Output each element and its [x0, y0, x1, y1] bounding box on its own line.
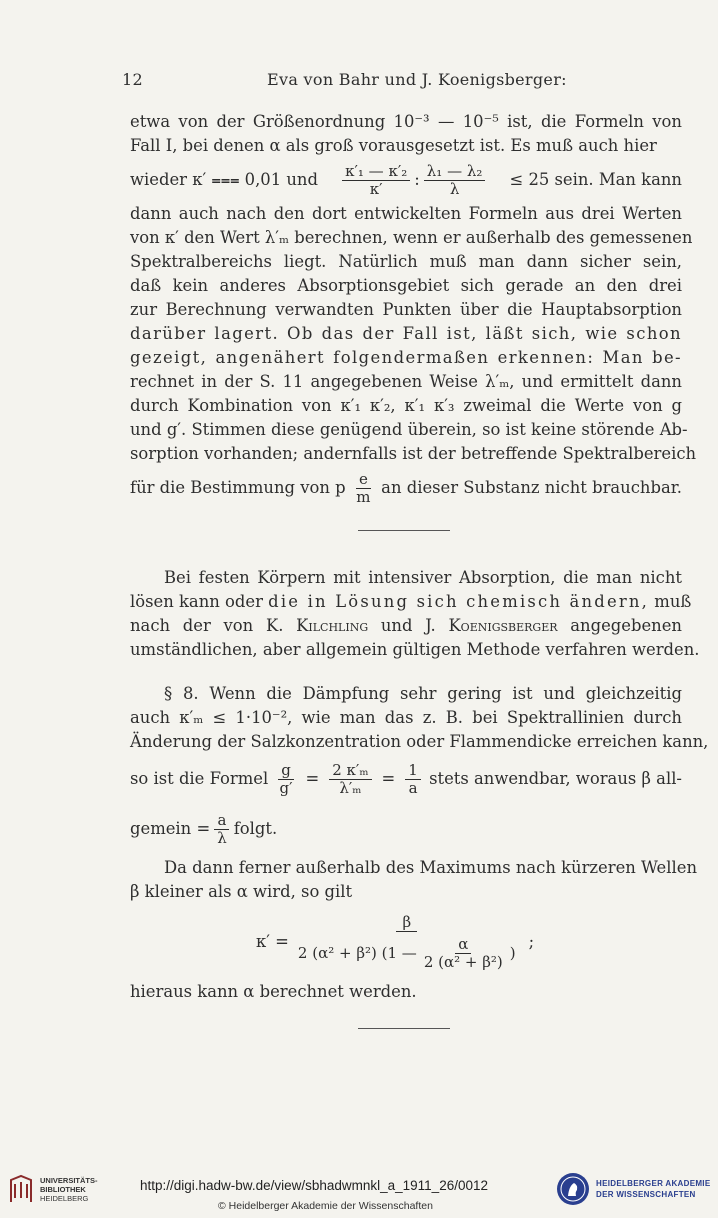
text-line: dann auch nach den dort entwickelten Formeln aus drei Werten — [130, 204, 682, 223]
academy-logo[interactable]: HEIDELBERGER AKADEMIE DER WISSENSCHAFTEN — [556, 1172, 710, 1206]
formula-line: so ist die Formel $\frac{g}{g'}$ = $\frac{\text{2 κ′ₘ}}{\text{λ′ₘ}}$ = $\frac{1}{a}$ stets anwendbar, woraus β all- — [130, 760, 682, 797]
academy-seal-icon — [556, 1172, 590, 1206]
text-line: auch κ′ₘ ≤ 1·10⁻², wie man das z. B. bei Spektrallinien durch — [130, 708, 682, 727]
text-line: nach der von K. Kilchling und J. Koenigsberger angegebenen — [130, 616, 682, 635]
paragraph-3 — [130, 682, 709, 854]
page-number: 12 — [122, 70, 143, 89]
fraction: $\frac{\text{κ′₁ — κ′₂}}{\kappa'}$ — [342, 163, 410, 198]
fraction: $\frac{a}{\lambda}$ — [214, 812, 230, 847]
formula-line: wieder κ′ ⩶ 0,01 und $\frac{\text{κ′₁ — κ′₂}}{\kappa'}$ : $\frac{\text{λ₁ — λ₂}}{\lambda}$ ≤ 25 sein. Man kann — [130, 161, 682, 198]
text-line: durch Kombination von κ′₁ κ′₂, κ′₁ κ′₃ zweimal die Werte von g — [130, 396, 682, 415]
fraction: $\frac{g}{g'}$ — [279, 760, 293, 797]
text-line: rechnet in der S. 11 angegebenen Weise λ′ₘ, und ermittelt dann — [130, 372, 682, 391]
fraction: $\frac{\alpha}{\text{2 (α² + β²)}}$ — [423, 934, 503, 971]
text-line: etwa von der Größenordnung 10⁻³ — 10⁻⁵ ist, die Formeln von — [130, 112, 682, 131]
text-line: lösen kann oder die in Lösung sich chemisch ändern, muß — [130, 592, 692, 611]
fraction: $\frac{1}{a}$ — [405, 762, 421, 797]
section-divider — [358, 530, 450, 531]
text-line: darüber lagert. Ob das der Fall ist, läßt sich, wie schon — [130, 324, 682, 343]
text-fragment: gemein = — [130, 819, 211, 838]
text-line: von κ′ den Wert λ′ₘ berechnen, wenn er außerhalb des gemessenen — [130, 228, 693, 247]
text-line: umständlichen, aber allgemein gültigen Methode verfahren werden. — [130, 640, 700, 659]
text-line: β kleiner als α wird, so gilt — [130, 882, 353, 901]
paragraph-1 — [130, 110, 697, 510]
display-formula: κ′ = β 2 (α² + β²) (1 — $\frac{\alpha}{\text{2 (α² + β²)}}$ ) ; — [256, 912, 535, 971]
text-fragment: stets anwendbar, woraus β all- — [429, 769, 682, 788]
section-divider — [358, 1028, 450, 1029]
fraction: $\frac{e}{m}$ — [356, 469, 371, 506]
text-fragment: für die Bestimmung von p — [130, 478, 346, 497]
formula-line — [130, 466, 682, 510]
text-line: zur Berechnung verwandten Punkten über die Hauptabsorption — [130, 300, 682, 319]
fraction: β 2 (α² + β²) (1 — $\frac{\alpha}{\text{2 (α² + β²)}}$ ) — [297, 912, 516, 971]
text-fragment: so ist die Formel — [130, 769, 269, 788]
library-seal-icon — [8, 1174, 34, 1204]
footer — [0, 1162, 718, 1218]
text-line: Fall I, bei denen α als groß vorausgesetzt ist. Es muß auch hier — [130, 136, 657, 155]
source-url-link[interactable]: http://digi.hadw-bw.de/view/sbhadwmnkl_a_1911_26/0012 — [140, 1178, 488, 1193]
text-line: und g′. Stimmen diese genügend überein, so ist keine störende Ab- — [130, 420, 688, 439]
text-line: daß kein anderes Absorptionsgebiet sich gerade an den drei — [130, 276, 682, 295]
text-line: Änderung der Salzkonzentration oder Flammendicke erreichen kann, — [130, 732, 709, 751]
text-line: § 8. Wenn die Dämpfung sehr gering ist und gleichzeitig — [164, 684, 682, 703]
library-logo[interactable]: UNIVERSITÄTS- BIBLIOTHEK HEIDELBERG — [8, 1174, 98, 1204]
text-fragment: an dieser Substanz nicht brauchbar. — [381, 478, 682, 497]
copyright-notice: © Heidelberger Akademie der Wissenschaften — [218, 1200, 433, 1212]
text-line: Bei festen Körpern mit intensiver Absorption, die man nicht — [164, 568, 682, 587]
text-line: Spektralbereichs liegt. Natürlich muß man dann sicher sein, — [130, 252, 682, 271]
text-line: Da dann ferner außerhalb des Maximums nach kürzeren Wellen — [164, 858, 697, 877]
text-line: hieraus kann α berechnet werden. — [130, 982, 417, 1001]
text-fragment: wieder κ′ ⩶ 0,01 und — [130, 170, 318, 189]
running-head: Eva von Bahr und J. Koenigsberger: — [267, 70, 567, 89]
formula-line — [130, 804, 682, 854]
fraction: $\frac{\text{λ₁ — λ₂}}{\lambda}$ — [424, 163, 486, 198]
text-line: sorption vorhanden; andernfalls ist der betreffende Spektralbereich — [130, 444, 697, 463]
text-line: gezeigt, angenähert folgendermaßen erkennen: Man be- — [130, 348, 682, 367]
text-fragment: folgt. — [233, 819, 278, 838]
paragraph-2 — [130, 566, 700, 662]
paragraph-4 — [130, 856, 697, 1004]
text-fragment: ≤ 25 sein. Man kann — [509, 170, 682, 189]
fraction: $\frac{\text{2 κ′ₘ}}{\text{λ′ₘ}}$ — [329, 762, 371, 797]
